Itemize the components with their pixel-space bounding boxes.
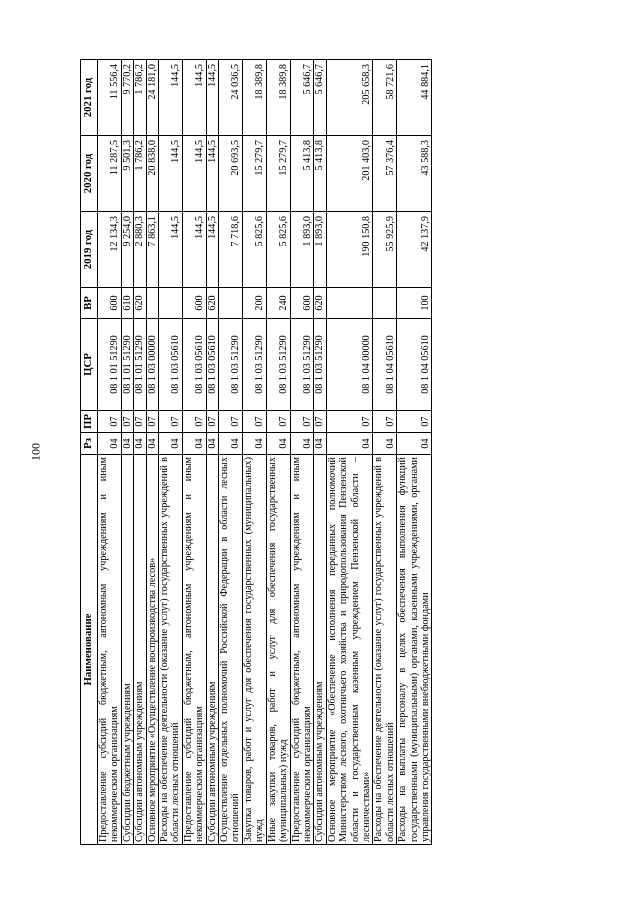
cell-csr: 08 1 03 05610 [159, 319, 183, 411]
cell-2019: 2 880,3 [134, 212, 146, 288]
header-name: Наименование [81, 455, 98, 845]
cell-2019: 1 893,0 [290, 212, 314, 288]
header-rz: Рз [81, 433, 98, 455]
cell-vr: 610 [121, 288, 133, 319]
cell-csr: 08 1 04 05610 [397, 319, 432, 411]
table-row [373, 60, 397, 845]
cell-2020: 20 693,5 [219, 136, 243, 212]
cell-pr: 07 [326, 411, 373, 433]
cell-2020: 201 403,0 [326, 136, 373, 212]
cell-csr: 08 1 03 05610 [182, 319, 206, 411]
cell-2021: 144,5 [182, 60, 206, 136]
cell-rz: 04 [397, 433, 432, 455]
cell-2019: 144,5 [159, 212, 183, 288]
table-row [98, 60, 122, 845]
table-row [397, 60, 432, 845]
cell-vr: 200 [242, 288, 266, 319]
header-csr: ЦСР [81, 319, 98, 411]
cell-rz: 04 [314, 433, 326, 455]
cell-name: Осуществление отдельных полномочий Российской Федерации в области лесных отношений [219, 455, 243, 845]
cell-name: Предоставление субсидий бюджетным, автономным учреждениям и иным некоммерческим организациям [290, 455, 314, 845]
cell-2021: 11 556,4 [98, 60, 122, 136]
cell-pr: 07 [219, 411, 243, 433]
cell-vr: 620 [206, 288, 218, 319]
cell-vr: 100 [397, 288, 432, 319]
cell-rz: 04 [326, 433, 373, 455]
cell-pr: 07 [121, 411, 133, 433]
table-row [290, 60, 314, 845]
cell-2021: 24 181,0 [146, 60, 158, 136]
table-row [121, 60, 133, 845]
cell-2020: 15 279,7 [266, 136, 290, 212]
cell-2019: 12 134,3 [98, 212, 122, 288]
cell-2021: 144,5 [159, 60, 183, 136]
table-header-row [81, 60, 98, 845]
table-row [159, 60, 183, 845]
cell-vr: 620 [314, 288, 326, 319]
cell-2020: 20 838,0 [146, 136, 158, 212]
cell-2020: 5 413,8 [314, 136, 326, 212]
cell-name: Основное мероприятие «Осуществление воспроизводства лесов» [146, 455, 158, 845]
cell-2019: 190 150,8 [326, 212, 373, 288]
cell-pr: 07 [134, 411, 146, 433]
cell-2019: 5 825,6 [242, 212, 266, 288]
cell-csr: 08 1 03 00000 [146, 319, 158, 411]
cell-name: Основное мероприятие «Обеспечение исполнения переданных полномочий Министерством лесного, охотничьего хозяйства и природопользования Пензенской области и государственным казенным учреждением Пензенской области – лесничествами» [326, 455, 373, 845]
header-2020: 2020 год [81, 136, 98, 212]
cell-pr: 07 [206, 411, 218, 433]
cell-2021: 1 786,2 [134, 60, 146, 136]
cell-name: Субсидии автономным учреждениям [314, 455, 326, 845]
cell-2021: 5 646,7 [290, 60, 314, 136]
table-row [219, 60, 243, 845]
cell-name: Предоставление субсидий бюджетным, автономным учреждениям и иным некоммерческим организациям [182, 455, 206, 845]
cell-vr: 600 [182, 288, 206, 319]
cell-pr: 07 [290, 411, 314, 433]
cell-vr [373, 288, 397, 319]
cell-2019: 55 925,9 [373, 212, 397, 288]
cell-pr: 07 [314, 411, 326, 433]
cell-name: Расходы на обеспечение деятельности (оказание услуг) государственных учреждений в области лесных отношений [373, 455, 397, 845]
cell-csr: 08 1 01 51290 [98, 319, 122, 411]
cell-2019: 5 825,6 [266, 212, 290, 288]
cell-rz: 04 [146, 433, 158, 455]
cell-2019: 7 718,6 [219, 212, 243, 288]
header-pr: ПР [81, 411, 98, 433]
cell-csr: 08 1 03 51290 [219, 319, 243, 411]
cell-rz: 04 [206, 433, 218, 455]
cell-pr: 07 [397, 411, 432, 433]
table-row [314, 60, 326, 845]
cell-pr: 07 [182, 411, 206, 433]
cell-2019: 144,5 [206, 212, 218, 288]
table-body [98, 60, 432, 845]
cell-name: Субсидии бюджетным учреждениям [121, 455, 133, 845]
cell-csr: 08 1 03 51290 [290, 319, 314, 411]
cell-name: Иные закупки товаров, работ и услуг для обеспечения государственных (муниципальных) нужд [266, 455, 290, 845]
cell-2020: 57 376,4 [373, 136, 397, 212]
cell-rz: 04 [182, 433, 206, 455]
table-row [206, 60, 218, 845]
cell-csr: 08 1 03 05610 [206, 319, 218, 411]
cell-2020: 15 279,7 [242, 136, 266, 212]
cell-2021: 9 770,2 [121, 60, 133, 136]
cell-name: Предоставление субсидий бюджетным, автономным учреждениям и иным некоммерческим организациям [98, 455, 122, 845]
cell-pr: 07 [159, 411, 183, 433]
cell-2021: 5 646,7 [314, 60, 326, 136]
cell-2021: 18 389,8 [242, 60, 266, 136]
cell-rz: 04 [134, 433, 146, 455]
cell-2020: 144,5 [159, 136, 183, 212]
cell-2021: 58 721,6 [373, 60, 397, 136]
cell-2020: 11 287,5 [98, 136, 122, 212]
header-vr: ВР [81, 288, 98, 319]
cell-2019: 1 893,0 [314, 212, 326, 288]
cell-2021: 24 036,5 [219, 60, 243, 136]
cell-rz: 04 [121, 433, 133, 455]
table-row [146, 60, 158, 845]
cell-pr: 07 [373, 411, 397, 433]
cell-csr: 08 1 04 00000 [326, 319, 373, 411]
cell-rz: 04 [290, 433, 314, 455]
cell-2020: 9 501,3 [121, 136, 133, 212]
cell-rz: 04 [98, 433, 122, 455]
cell-2021: 44 884,1 [397, 60, 432, 136]
cell-2020: 1 786,2 [134, 136, 146, 212]
table-row [266, 60, 290, 845]
cell-csr: 08 1 03 51290 [314, 319, 326, 411]
budget-table-container [80, 60, 566, 845]
cell-pr: 07 [242, 411, 266, 433]
table-row [242, 60, 266, 845]
cell-name: Расходы на обеспечение деятельности (оказание услуг) государственных учреждений в области лесных отношений [159, 455, 183, 845]
cell-vr [146, 288, 158, 319]
cell-csr: 08 1 03 51290 [266, 319, 290, 411]
cell-2020: 5 413,8 [290, 136, 314, 212]
table-row [182, 60, 206, 845]
cell-vr [159, 288, 183, 319]
table-row [134, 60, 146, 845]
cell-2020: 144,5 [206, 136, 218, 212]
cell-vr: 600 [98, 288, 122, 319]
cell-name: Субсидии автономным учреждениям [206, 455, 218, 845]
cell-csr: 08 1 04 05610 [373, 319, 397, 411]
cell-csr: 08 1 01 51290 [121, 319, 133, 411]
cell-2019: 144,5 [182, 212, 206, 288]
cell-2019: 42 137,9 [397, 212, 432, 288]
cell-vr: 240 [266, 288, 290, 319]
cell-vr [326, 288, 373, 319]
cell-csr: 08 1 01 51290 [134, 319, 146, 411]
cell-csr: 08 1 03 51290 [242, 319, 266, 411]
cell-pr: 07 [146, 411, 158, 433]
cell-name: Субсидии автономным учреждениям [134, 455, 146, 845]
cell-2020: 43 588,3 [397, 136, 432, 212]
cell-rz: 04 [242, 433, 266, 455]
header-2019: 2019 год [81, 212, 98, 288]
cell-name: Расходы на выплаты персоналу в целях обеспечения выполнения функций государственными (муниципальными) органами, казенными учреждениями, органами управления государственными внебюджетными фондами [397, 455, 432, 845]
cell-2021: 144,5 [206, 60, 218, 136]
cell-rz: 04 [219, 433, 243, 455]
cell-pr: 07 [266, 411, 290, 433]
cell-rz: 04 [266, 433, 290, 455]
cell-rz: 04 [373, 433, 397, 455]
page-number: 100 [28, 443, 43, 461]
cell-vr: 620 [134, 288, 146, 319]
cell-2019: 9 254,0 [121, 212, 133, 288]
budget-table [80, 59, 432, 845]
cell-2019: 7 863,1 [146, 212, 158, 288]
header-2021: 2021 год [81, 60, 98, 136]
cell-2021: 18 389,8 [266, 60, 290, 136]
cell-name: Закупка товаров, работ и услуг для обеспечения государственных (муниципальных) нужд [242, 455, 266, 845]
cell-rz: 04 [159, 433, 183, 455]
cell-vr [219, 288, 243, 319]
cell-2020: 144,5 [182, 136, 206, 212]
table-row [326, 60, 373, 845]
cell-pr: 07 [98, 411, 122, 433]
cell-vr: 600 [290, 288, 314, 319]
cell-2021: 205 658,3 [326, 60, 373, 136]
